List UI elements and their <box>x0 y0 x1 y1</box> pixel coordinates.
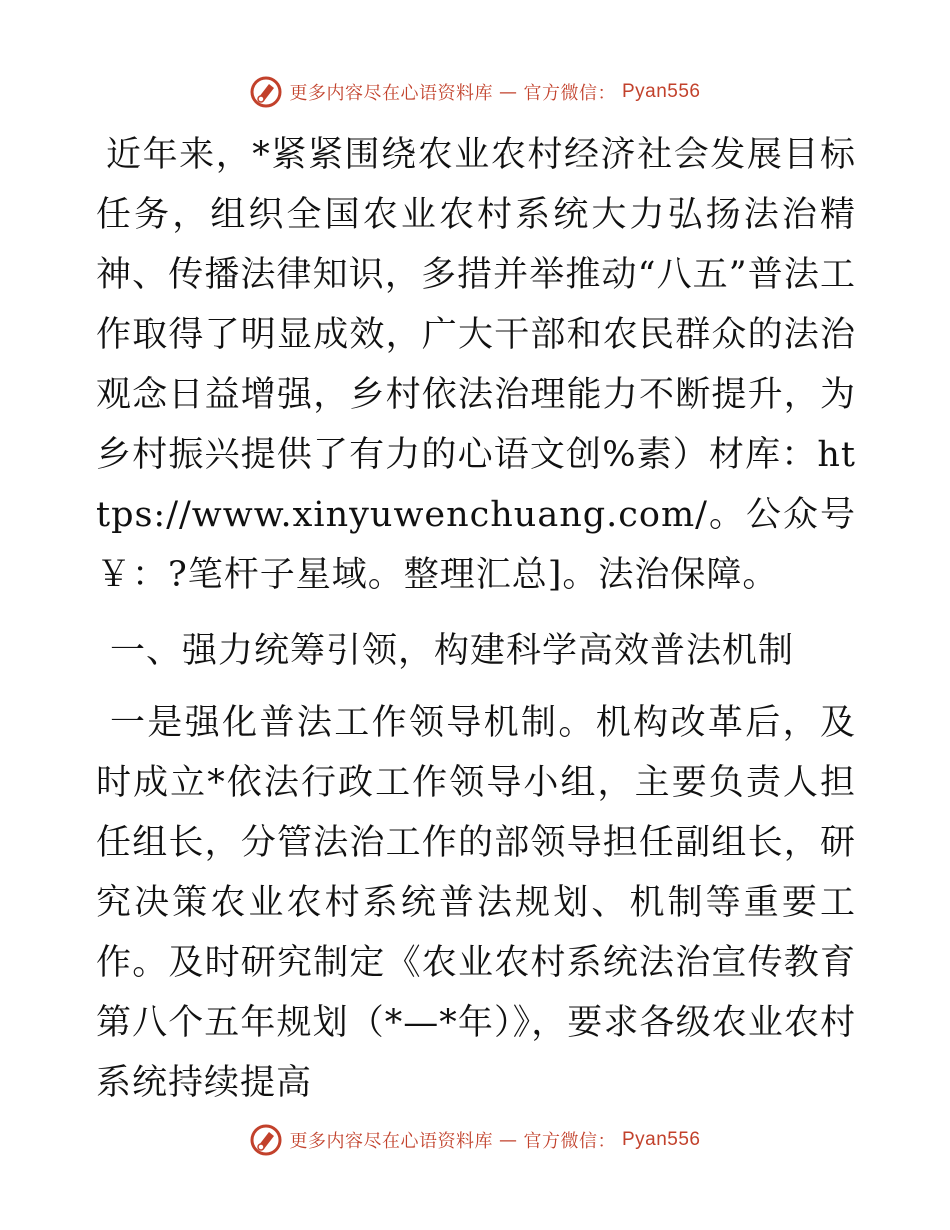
watermark-text: 更多内容尽在心语资料库 <box>289 83 493 104</box>
watermark-wechat-label: 官方微信： <box>523 83 616 104</box>
paragraph-leadership-mechanism: 一是强化普法工作领导机制。机构改革后，及时成立*依法行政工作领导小组，主要负责人担任组长，分管法治工作的部领导担任副组长，研究决策农业农村系统普法规划、机制等重要工作。及时研究制定《农业农村系统法治宣传教育第八个五年规划（*—*年）》，要求各级农业农村系统持续提高 <box>96 703 856 1103</box>
document-body <box>96 125 856 1113</box>
header-watermark <box>0 72 950 112</box>
watermark-wechat-id: Pyan556 <box>621 81 701 102</box>
paragraph-intro: 近年来，*紧紧围绕农业农村经济社会发展目标任务，组织全国农业农村系统大力弘扬法治精神、传播法律知识，多措并举推动“八五”普法工作取得了明显成效，广大干部和农民群众的法治观念日益增强，乡村依法治理能力不断提升，为乡村振兴提供了有力的心语文创%素）材库：https://www.xinyuwenchuang.com/。公众号￥：?笔杆子星域。整理汇总]。法治保障。 <box>96 135 856 595</box>
watermark-text: 更多内容尽在心语资料库 <box>289 1131 493 1152</box>
watermark-wechat-label: 官方微信： <box>523 1131 616 1152</box>
watermark-separator: — <box>498 1129 518 1151</box>
watermark-separator: — <box>498 81 518 103</box>
watermark-logo-icon <box>249 1123 283 1157</box>
watermark-wechat-id: Pyan556 <box>621 1129 701 1150</box>
footer-watermark <box>0 1120 950 1160</box>
section-heading: 一、强力统筹引领，构建科学高效普法机制 <box>110 631 795 671</box>
watermark-logo-icon <box>249 75 283 109</box>
